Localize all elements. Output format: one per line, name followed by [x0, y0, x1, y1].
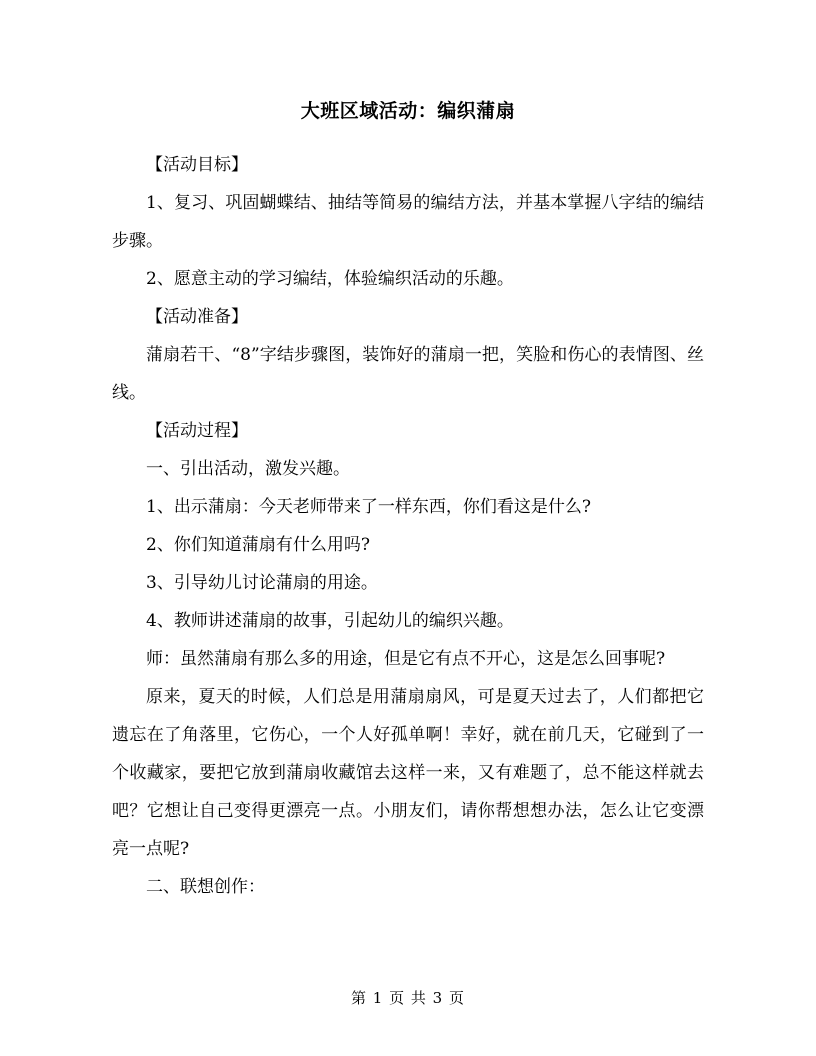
- section-heading-goals: 【活动目标】: [146, 155, 248, 175]
- section-heading-preparation: 【活动准备】: [146, 307, 248, 327]
- paragraph: 师：虽然蒲扇有那么多的用途，但是它有点不开心，这是怎么回事呢?: [146, 649, 666, 669]
- page-number-footer: 第 1 页 共 3 页: [351, 989, 465, 1007]
- paragraph: 一、引出活动，激发兴趣。: [146, 459, 350, 479]
- section-heading-process: 【活动过程】: [146, 421, 248, 441]
- paragraph: 1、复习、巩固蝴蝶结、抽结等简易的编结方法，并基本掌握八字结的编结步骤。: [112, 193, 704, 251]
- document-body: [112, 146, 704, 906]
- paragraph: 蒲扇若干、“8”字结步骤图，装饰好的蒲扇一把，笑脸和伤心的表情图、丝线。: [112, 345, 704, 403]
- paragraph: 2、愿意主动的学习编结，体验编织活动的乐趣。: [146, 269, 514, 289]
- paragraph: 3、引导幼儿讨论蒲扇的用途。: [146, 573, 378, 593]
- paragraph: 1、出示蒲扇：今天老师带来了一样东西，你们看这是什么?: [146, 497, 591, 517]
- document-title: 大班区域活动：编织蒲扇: [300, 100, 516, 122]
- paragraph: 原来，夏天的时候，人们总是用蒲扇扇风，可是夏天过去了，人们都把它遗忘在了角落里，它伤心，一个人好孤单啊！幸好，就在前几天，它碰到了一个收藏家，要把它放到蒲扇收藏馆去这样一来，又有难题了，总不能这样就去吧？它想让自己变得更漂亮一点。小朋友们，请你帮想想办法，怎么让它变漂亮一点呢?: [112, 687, 704, 859]
- paragraph: 2、你们知道蒲扇有什么用吗?: [146, 535, 370, 555]
- paragraph: 4、教师讲述蒲扇的故事，引起幼儿的编织兴趣。: [146, 611, 514, 631]
- paragraph: 二、联想创作：: [146, 877, 265, 897]
